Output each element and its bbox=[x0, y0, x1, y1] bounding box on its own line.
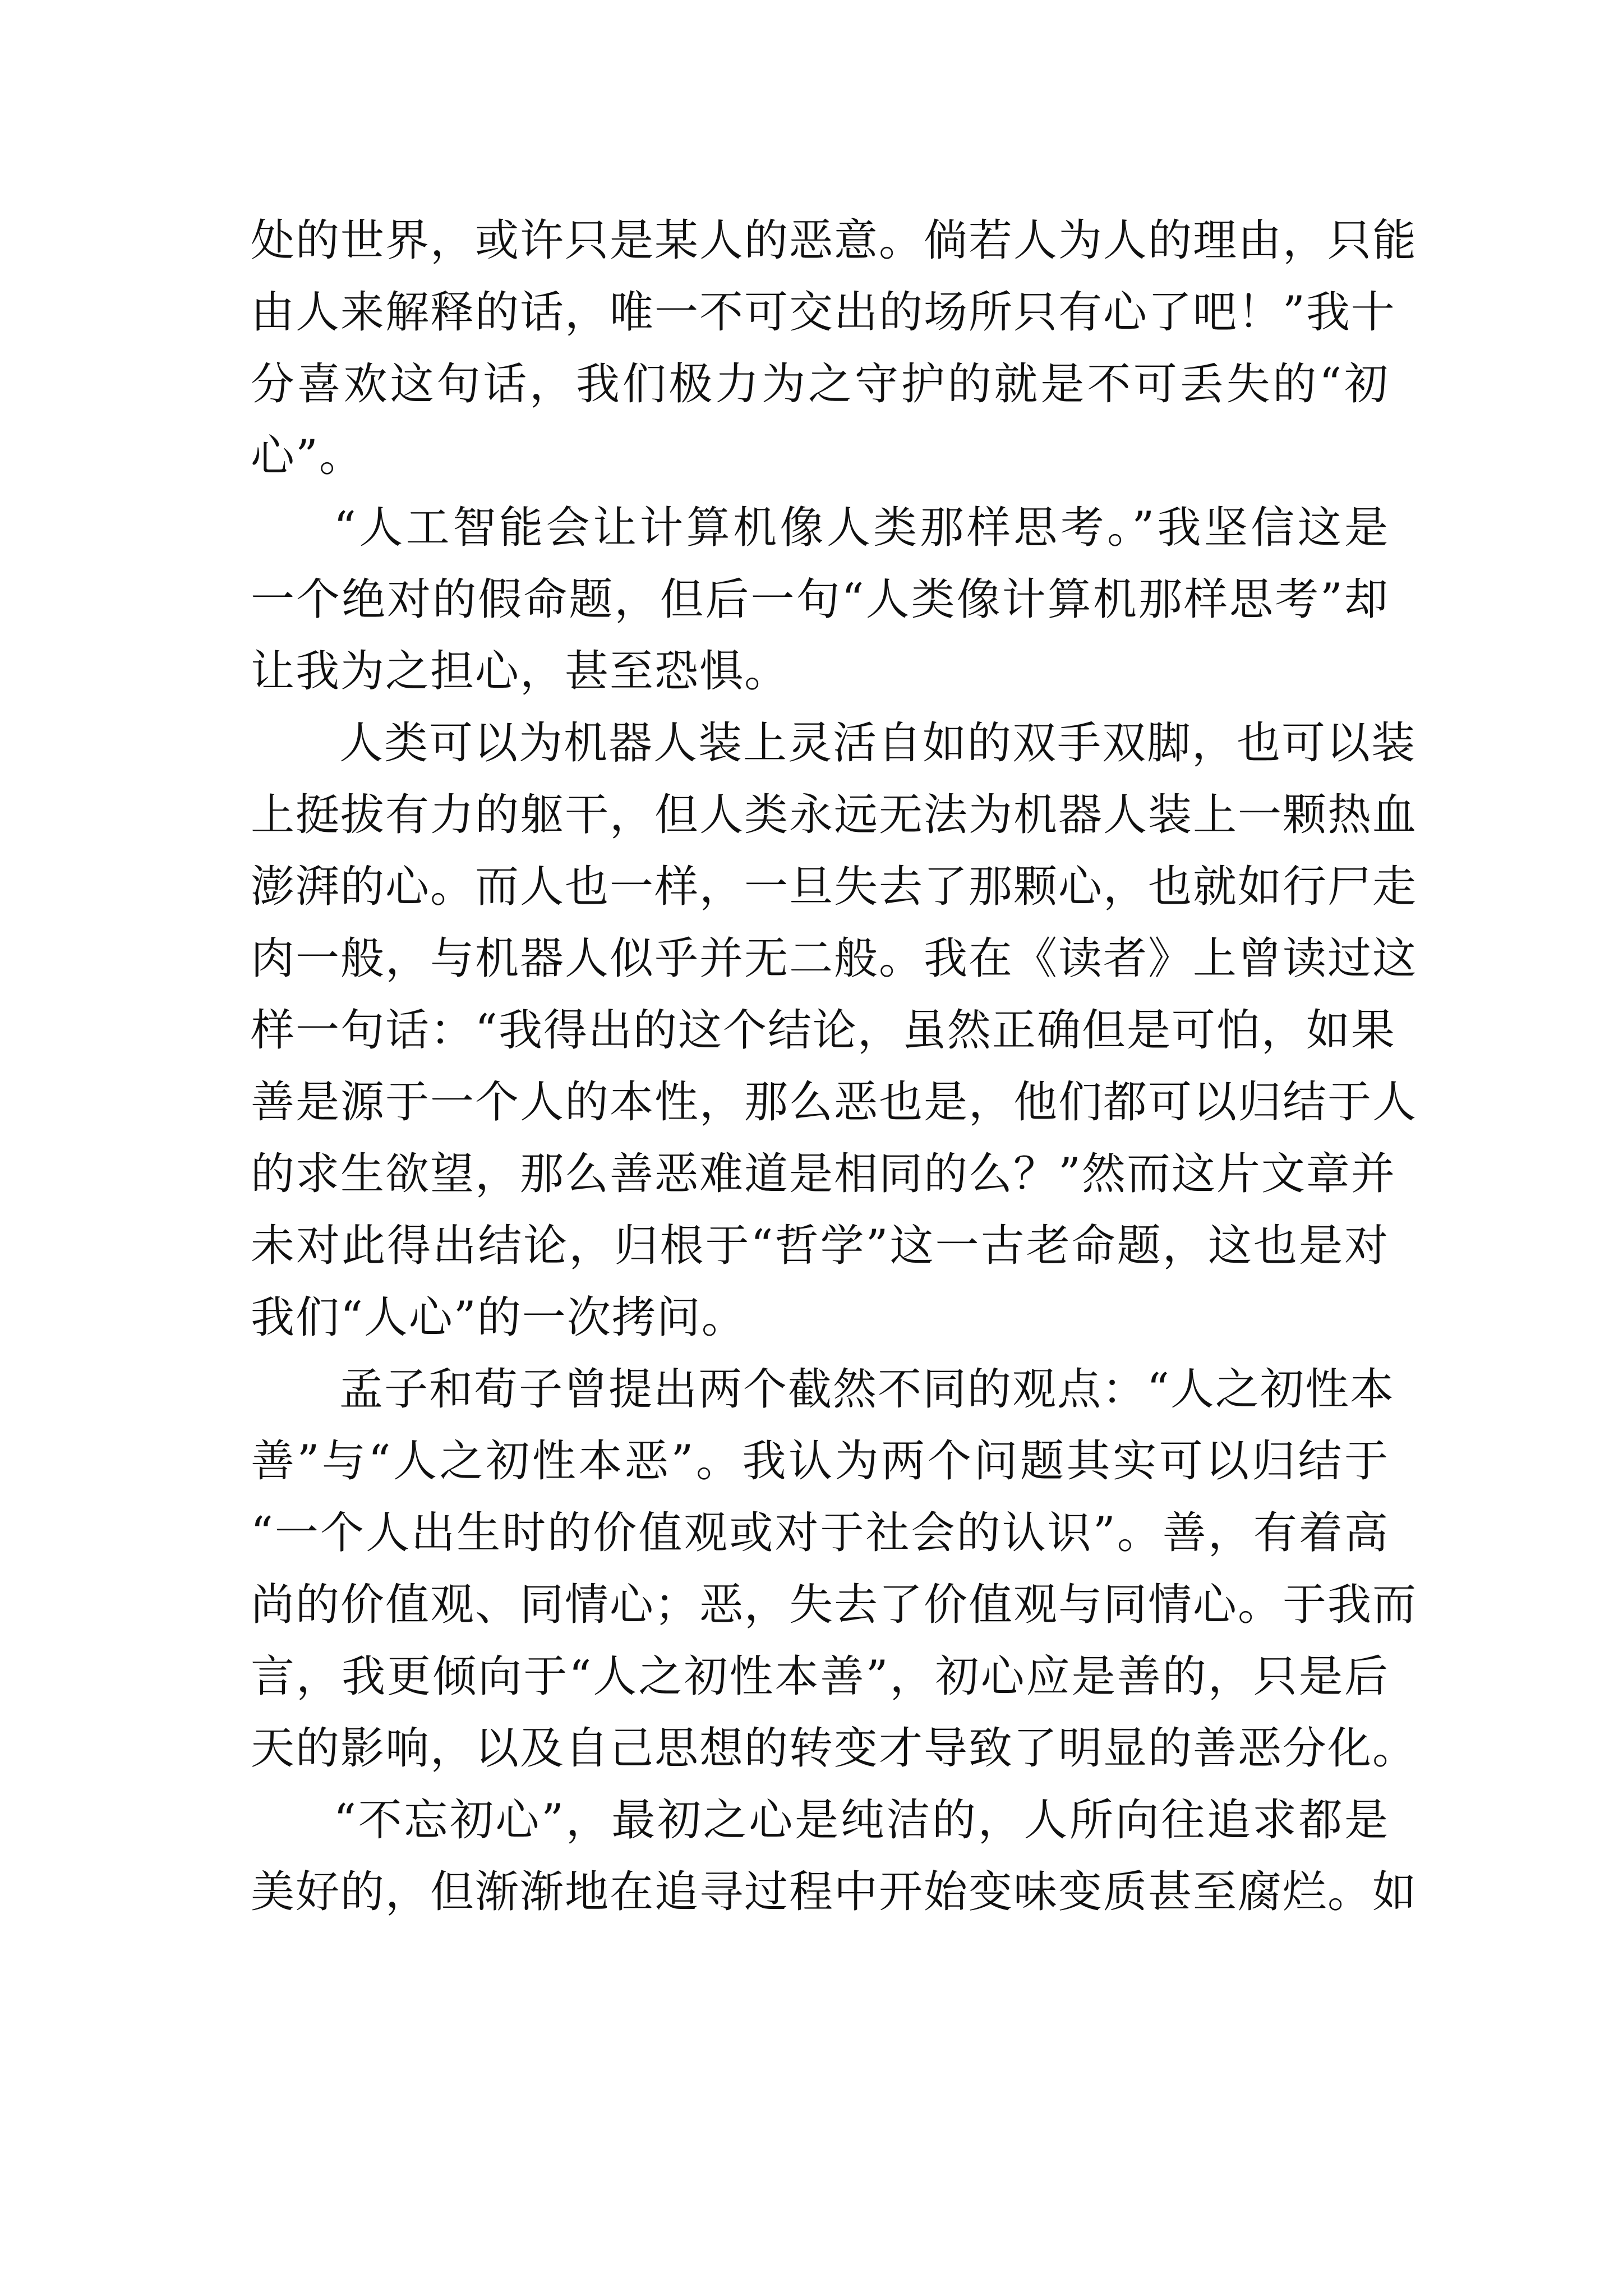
text-line: 善”与“人之初性本恶”。我认为两个问题其实可以归结于 bbox=[251, 1436, 1389, 1487]
text-line: “一个人出生时的价值观或对于社会的认识”。善，有着高 bbox=[251, 1508, 1389, 1558]
text-line: 分喜欢这句话，我们极力为之守护的就是不可丢失的“初 bbox=[251, 359, 1389, 409]
text-line: 让我为之担心，甚至恐惧。 bbox=[251, 646, 790, 697]
text-line: 处的世界，或许只是某人的恶意。倘若人为人的理由，只能 bbox=[251, 215, 1418, 266]
paragraph-first-line: “不忘初心”，最初之心是纯洁的，人所向往追求都是 bbox=[334, 1795, 1389, 1846]
paragraph-first-line: “人工智能会让计算机像人类那样思考。”我坚信这是 bbox=[334, 503, 1389, 553]
text-line: 澎湃的心。而人也一样，一旦失去了那颗心，也就如行尸走 bbox=[251, 862, 1418, 912]
text-line: 一个绝对的假命题，但后一句“人类像计算机那样思考”却 bbox=[251, 574, 1389, 625]
text-line: 上挺拔有力的躯干，但人类永远无法为机器人装上一颗热血 bbox=[251, 790, 1418, 840]
text-line: 由人来解释的话，唯一不可交出的场所只有心了吧！”我十 bbox=[251, 287, 1396, 338]
text-line: 天的影响，以及自己思想的转变才导致了明显的善恶分化。 bbox=[251, 1723, 1418, 1774]
paragraph-first-line: 孟子和荀子曾提出两个截然不同的观点：“人之初性本 bbox=[339, 1364, 1395, 1415]
text-line: 尚的价值观、同情心；恶，失去了价值观与同情心。于我而 bbox=[251, 1580, 1418, 1630]
paragraph-first-line: 人类可以为机器人装上灵活自如的双手双脚，也可以装 bbox=[339, 718, 1417, 769]
text-line: 善是源于一个人的本性，那么恶也是，他们都可以归结于人 bbox=[251, 1077, 1418, 1128]
text-line: 美好的，但渐渐地在追寻过程中开始变味变质甚至腐烂。如 bbox=[251, 1867, 1418, 1917]
text-line: 样一句话：“我得出的这个结论，虽然正确但是可怕，如果 bbox=[251, 1005, 1396, 1056]
text-line: 言，我更倾向于“人之初性本善”，初心应是善的，只是后 bbox=[251, 1651, 1389, 1702]
body-text bbox=[251, 205, 1418, 1928]
text-line: 的求生欲望，那么善恶难道是相同的么？”然而这片文章并 bbox=[251, 1149, 1396, 1199]
text-line: 心”。 bbox=[251, 431, 364, 481]
text-line: 肉一般，与机器人似乎并无二般。我在《读者》上曾读过这 bbox=[251, 933, 1418, 984]
text-line: 未对此得出结论，归根于“哲学”这一古老命题，这也是对 bbox=[251, 1221, 1389, 1271]
text-line: 我们“人心”的一次拷问。 bbox=[251, 1292, 746, 1343]
